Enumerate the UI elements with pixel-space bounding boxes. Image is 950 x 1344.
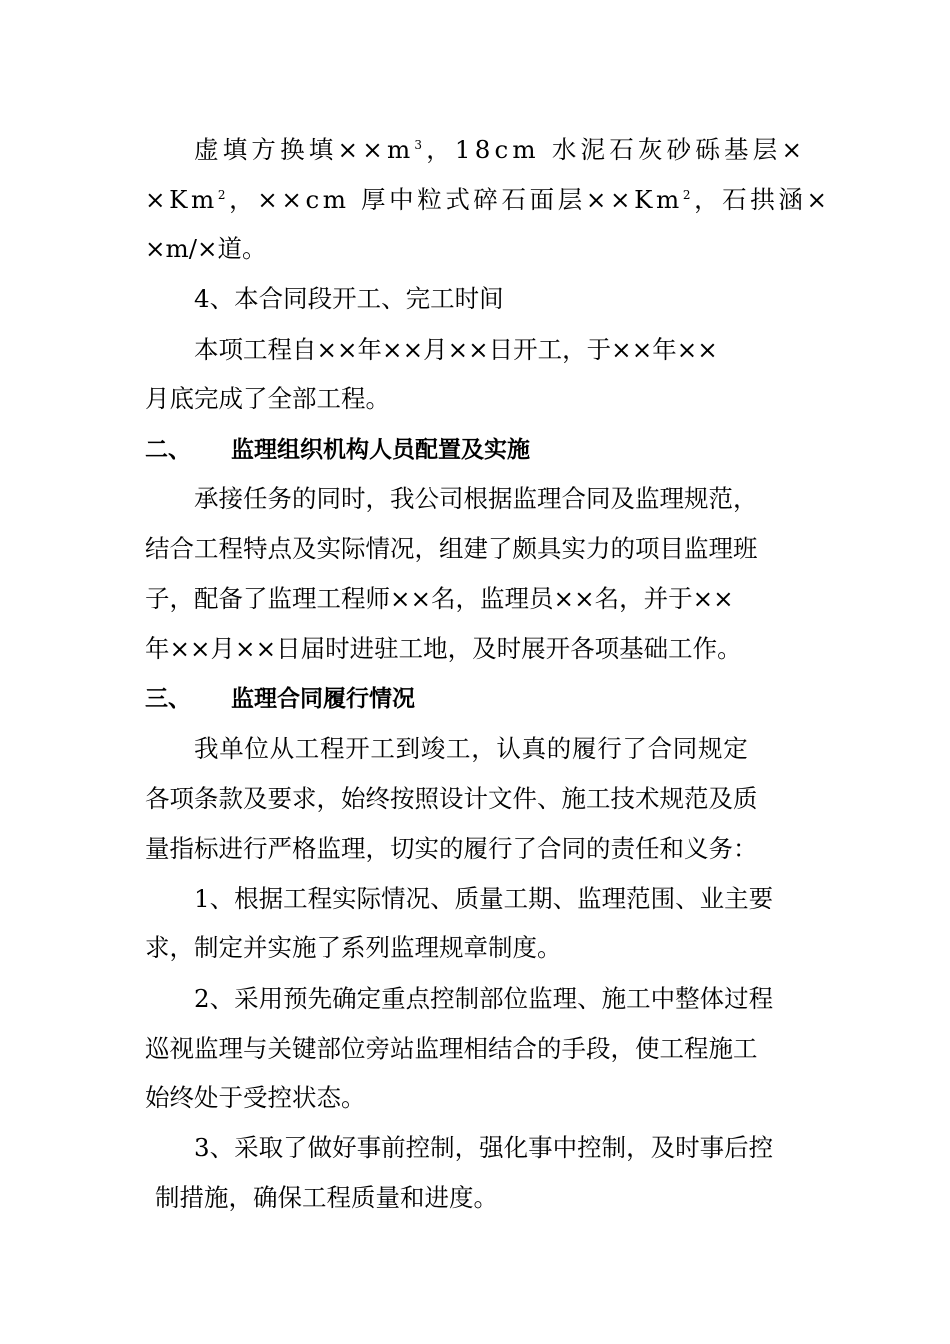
list-item-line: 2、采用预先确定重点控制部位监理、施工中整体过程 [194, 984, 774, 1013]
list-item-line: 制措施，确保工程质量和进度。 [155, 1183, 498, 1212]
section-title: 监理组织机构人员配置及实施 [231, 437, 530, 463]
paragraph-line: $\times Km^2$，××cm 厚中粒式碎石面层$\times\times Km^2$，石拱涵× [145, 185, 831, 214]
list-item-line: 1、根据工程实际情况、质量工期、监理范围、业主要 [194, 884, 774, 913]
section-number: 二、 [145, 437, 191, 463]
section-heading [145, 435, 530, 465]
list-item-line: 求，制定并实施了系列监理规章制度。 [145, 933, 562, 962]
paragraph-line: 承接任务的同时，我公司根据监理合同及监理规范， [194, 484, 758, 513]
list-item-line: 始终处于受控状态。 [145, 1083, 366, 1112]
section-heading [145, 684, 415, 714]
paragraph-line: 子，配备了监理工程师××名，监理员××名，并于×× [145, 584, 734, 613]
paragraph-line: 结合工程特点及实际情况，组建了颇具实力的项目监理班 [145, 534, 758, 563]
paragraph-line: 月底完成了全部工程。 [145, 384, 390, 413]
item-title: 4、本合同段开工、完工时间 [194, 284, 504, 313]
paragraph-line: 本项工程自××年××月××日开工，于××年×× [194, 335, 718, 364]
paragraph-line: 量指标进行严格监理，切实的履行了合同的责任和义务： [145, 834, 758, 863]
section-title: 监理合同履行情况 [231, 686, 415, 712]
list-item-line: 3、采取了做好事前控制，强化事中控制，及时事后控 [194, 1133, 774, 1162]
paragraph-line: 年××月××日届时进驻工地，及时展开各项基础工作。 [145, 634, 742, 663]
section-number: 三、 [145, 686, 191, 712]
paragraph-line: ×m/×道。 [145, 234, 267, 263]
list-item-line: 巡视监理与关键部位旁站监理相结合的手段，使工程施工 [145, 1034, 758, 1063]
paragraph-line: 我单位从工程开工到竣工，认真的履行了合同规定 [194, 734, 749, 763]
paragraph-line: 各项条款及要求，始终按照设计文件、施工技术规范及质 [145, 784, 758, 813]
paragraph-line: 虚填方换填$\times\times m^3$，18cm 水泥石灰砂砾基层× [194, 135, 807, 164]
